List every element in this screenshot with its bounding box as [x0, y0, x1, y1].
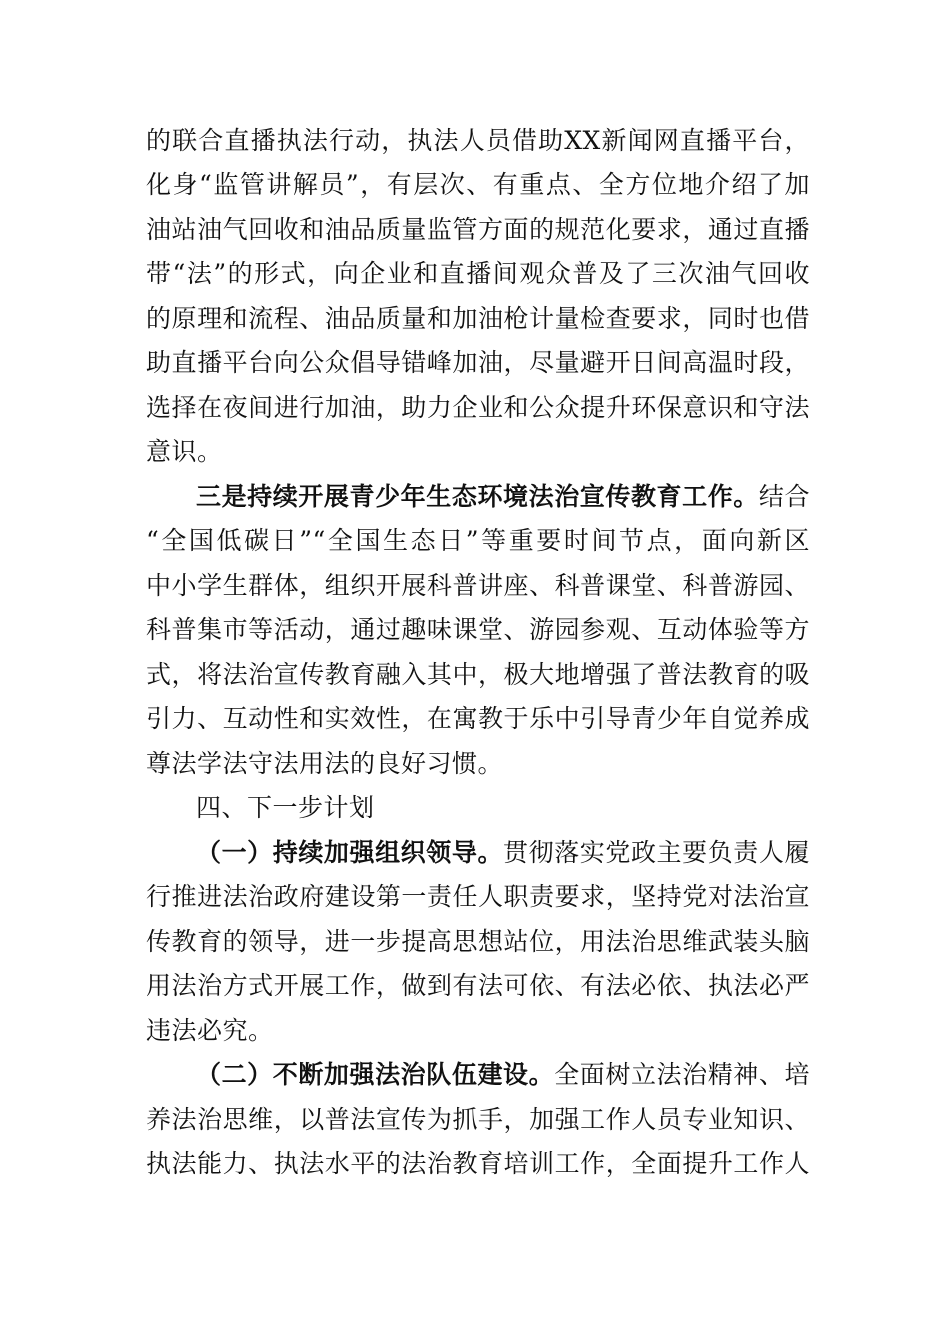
paragraph-text: 贯彻落实党政主要负责人履: [503, 838, 810, 867]
text-line: 化身“监管讲解员”，有层次、有重点、全方位地介绍了加: [146, 170, 810, 199]
text-line: 的原理和流程、油品质量和加油枪计量检查要求，同时也借: [146, 304, 810, 333]
paragraph-heading: （一）持续加强组织领导。: [196, 838, 504, 867]
text-line: 油站油气回收和油品质量监管方面的规范化要求，通过直播: [146, 215, 810, 244]
text-line: “全国低碳日”“全国生态日”等重要时间节点，面向新区: [146, 526, 810, 555]
paragraph-lead-line: [196, 1053, 810, 1097]
text-line: 执法能力、执法水平的法治教育培训工作，全面提升工作人: [146, 1149, 810, 1178]
text-line: 违法必究。: [146, 1016, 274, 1045]
paragraph-heading: 三是持续开展青少年生态环境法治宣传教育工作。: [196, 482, 759, 511]
paragraph-lead-line: [196, 475, 810, 519]
text-line: 意识。: [146, 437, 223, 466]
text-line: 养法治思维，以普法宣传为抓手，加强工作人员专业知识、: [146, 1105, 810, 1134]
text-line: 选择在夜间进行加油，助力企业和公众提升环保意识和守法: [146, 393, 810, 422]
text-line: 传教育的领导，进一步提高思想站位，用法治思维武装头脑: [146, 927, 810, 956]
text-line: 用法治方式开展工作，做到有法可依、有法必依、执法必严: [146, 971, 810, 1000]
text-line: 中小学生群体，组织开展科普讲座、科普课堂、科普游园、: [146, 571, 810, 600]
paragraph-lead-line: [196, 831, 810, 875]
text-line: 式，将法治宣传教育融入其中，极大地增强了普法教育的吸: [146, 660, 810, 689]
text-line: 助直播平台向公众倡导错峰加油，尽量避开日间高温时段，: [146, 348, 810, 377]
section-heading: 四、下一步计划: [196, 793, 375, 822]
text-line: 科普集市等活动，通过趣味课堂、游园参观、互动体验等方: [146, 615, 810, 644]
text-line: 的联合直播执法行动，执法人员借助XX新闻网直播平台，: [146, 126, 810, 155]
paragraph-text: 全面树立法治精神、培: [554, 1060, 810, 1089]
paragraph-heading: （二）不断加强法治队伍建设。: [196, 1060, 555, 1089]
text-line: 行推进法治政府建设第一责任人职责要求，坚持党对法治宣: [146, 882, 810, 911]
text-line: 带“法”的形式，向企业和直播间观众普及了三次油气回收: [146, 259, 810, 288]
paragraph-text: 结合: [758, 482, 810, 511]
text-line: 引力、互动性和实效性，在寓教于乐中引导青少年自觉养成: [146, 704, 810, 733]
text-line: 尊法学法守法用法的良好习惯。: [146, 749, 504, 778]
